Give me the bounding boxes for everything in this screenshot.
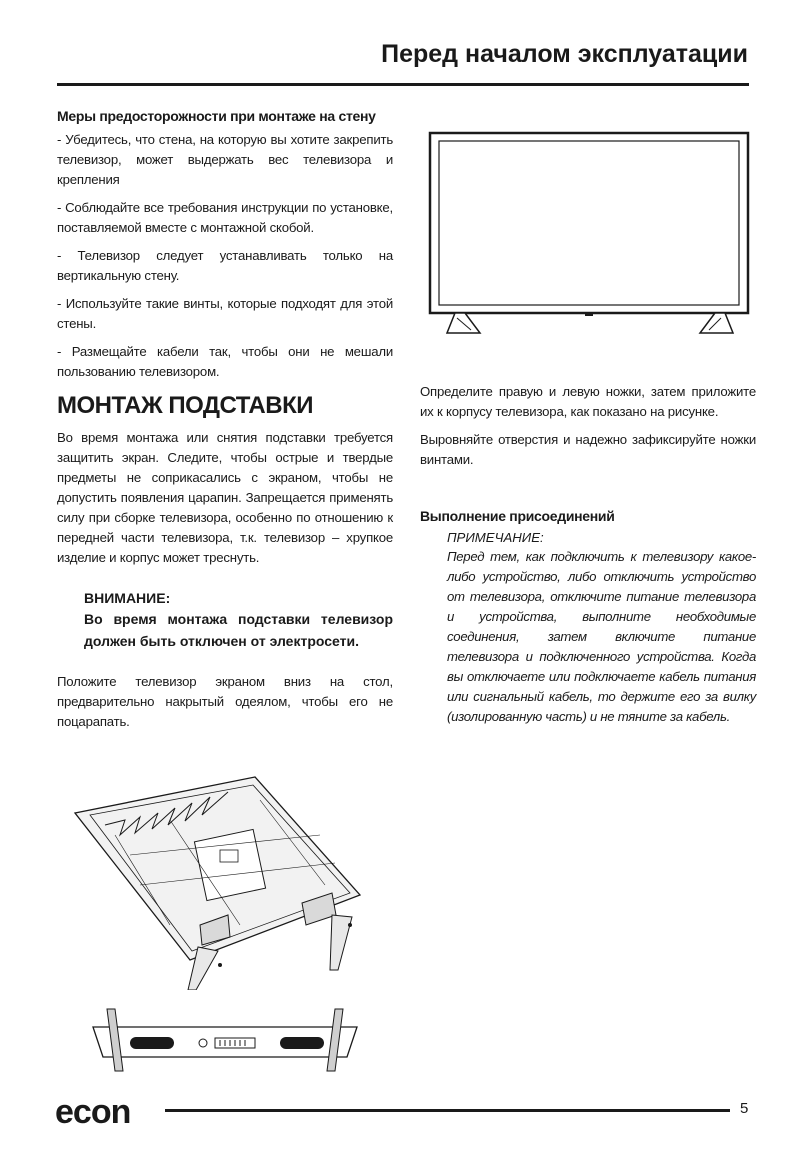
legs-paragraph: Определите правую и левую ножки, затем приложите их к корпусу телевизора, как показано на рисунке. bbox=[420, 384, 756, 419]
tv-back-stand-illustration bbox=[70, 775, 370, 990]
page-title: Перед началом эксплуатации bbox=[381, 40, 748, 68]
tv-foot-left-icon bbox=[447, 313, 480, 333]
legs-paragraph: Выровняйте отверстия и надежно зафиксируйте ножки винтами. bbox=[420, 432, 756, 467]
stand-mount-heading: МОНТАЖ ПОДСТАВКИ bbox=[57, 392, 313, 419]
tv-leg-right-icon bbox=[302, 893, 352, 970]
wall-item: - Используйте такие винты, которые подходят для этой стены. bbox=[57, 296, 393, 331]
right-column bbox=[420, 382, 756, 727]
tv-foot-right-icon bbox=[700, 313, 733, 333]
stand-paragraph: Во время монтажа или снятия подставки требуется защитить экран. Следите, чтобы острые и твердые предметы не соприкасались с экраном, чтобы не допустить появления царапин. Запрещается применять силу при сборке телевизора, особенно по отношению к передней части телевизора, т.к. телевизор – хрупкое изделие и корпус может треснуть. bbox=[57, 430, 393, 565]
left-column bbox=[57, 108, 393, 740]
header-divider bbox=[57, 83, 749, 86]
warning-text: Во время монтажа подставки телевизор должен быть отключен от электросети. bbox=[84, 611, 393, 649]
warning-title: ВНИМАНИЕ: bbox=[84, 590, 171, 606]
note-block bbox=[447, 530, 756, 727]
place-paragraph: Положите телевизор экраном вниз на стол, предварительно накрытый одеялом, чтобы его не поцарапать. bbox=[57, 674, 393, 729]
wall-mount-heading: Меры предосторожности при монтаже на стену bbox=[57, 108, 376, 124]
page-number: 5 bbox=[740, 1100, 749, 1117]
wall-item: - Убедитесь, что стена, на которую вы хотите закрепить телевизор, может выдержать вес телевизора и крепления bbox=[57, 132, 393, 187]
footer-divider bbox=[165, 1109, 730, 1112]
wall-item: - Размещайте кабели так, чтобы они не мешали пользованию телевизором. bbox=[57, 344, 393, 379]
warning-block bbox=[84, 590, 393, 652]
tv-front-illustration bbox=[425, 128, 755, 340]
note-title: ПРИМЕЧАНИЕ: bbox=[447, 530, 544, 545]
screw-icon bbox=[348, 923, 352, 927]
note-text: Перед тем, как подключить к телевизору какое-либо устройство, либо отключить устройство от телевизора, отключите питание телевизора и устройства, выполните необходимые соединения, затем включите питание телевизора и подключенного устройства. Когда вы отключаете или подключаете кабель питания или сигнальный кабель, то держите его за вилку (изолированную часть) и не тяните за кабель. bbox=[447, 549, 756, 724]
wall-item: - Телевизор следует устанавливать только на вертикальную стену. bbox=[57, 248, 393, 283]
brand-logo: econ bbox=[55, 1093, 131, 1131]
connections-heading: Выполнение присоединений bbox=[420, 508, 615, 524]
tv-bottom-view-illustration bbox=[85, 1005, 365, 1073]
wall-item: - Соблюдайте все требования инструкции по установке, поставляемой вместе с монтажной скобой. bbox=[57, 200, 393, 235]
screw-icon bbox=[218, 963, 222, 967]
